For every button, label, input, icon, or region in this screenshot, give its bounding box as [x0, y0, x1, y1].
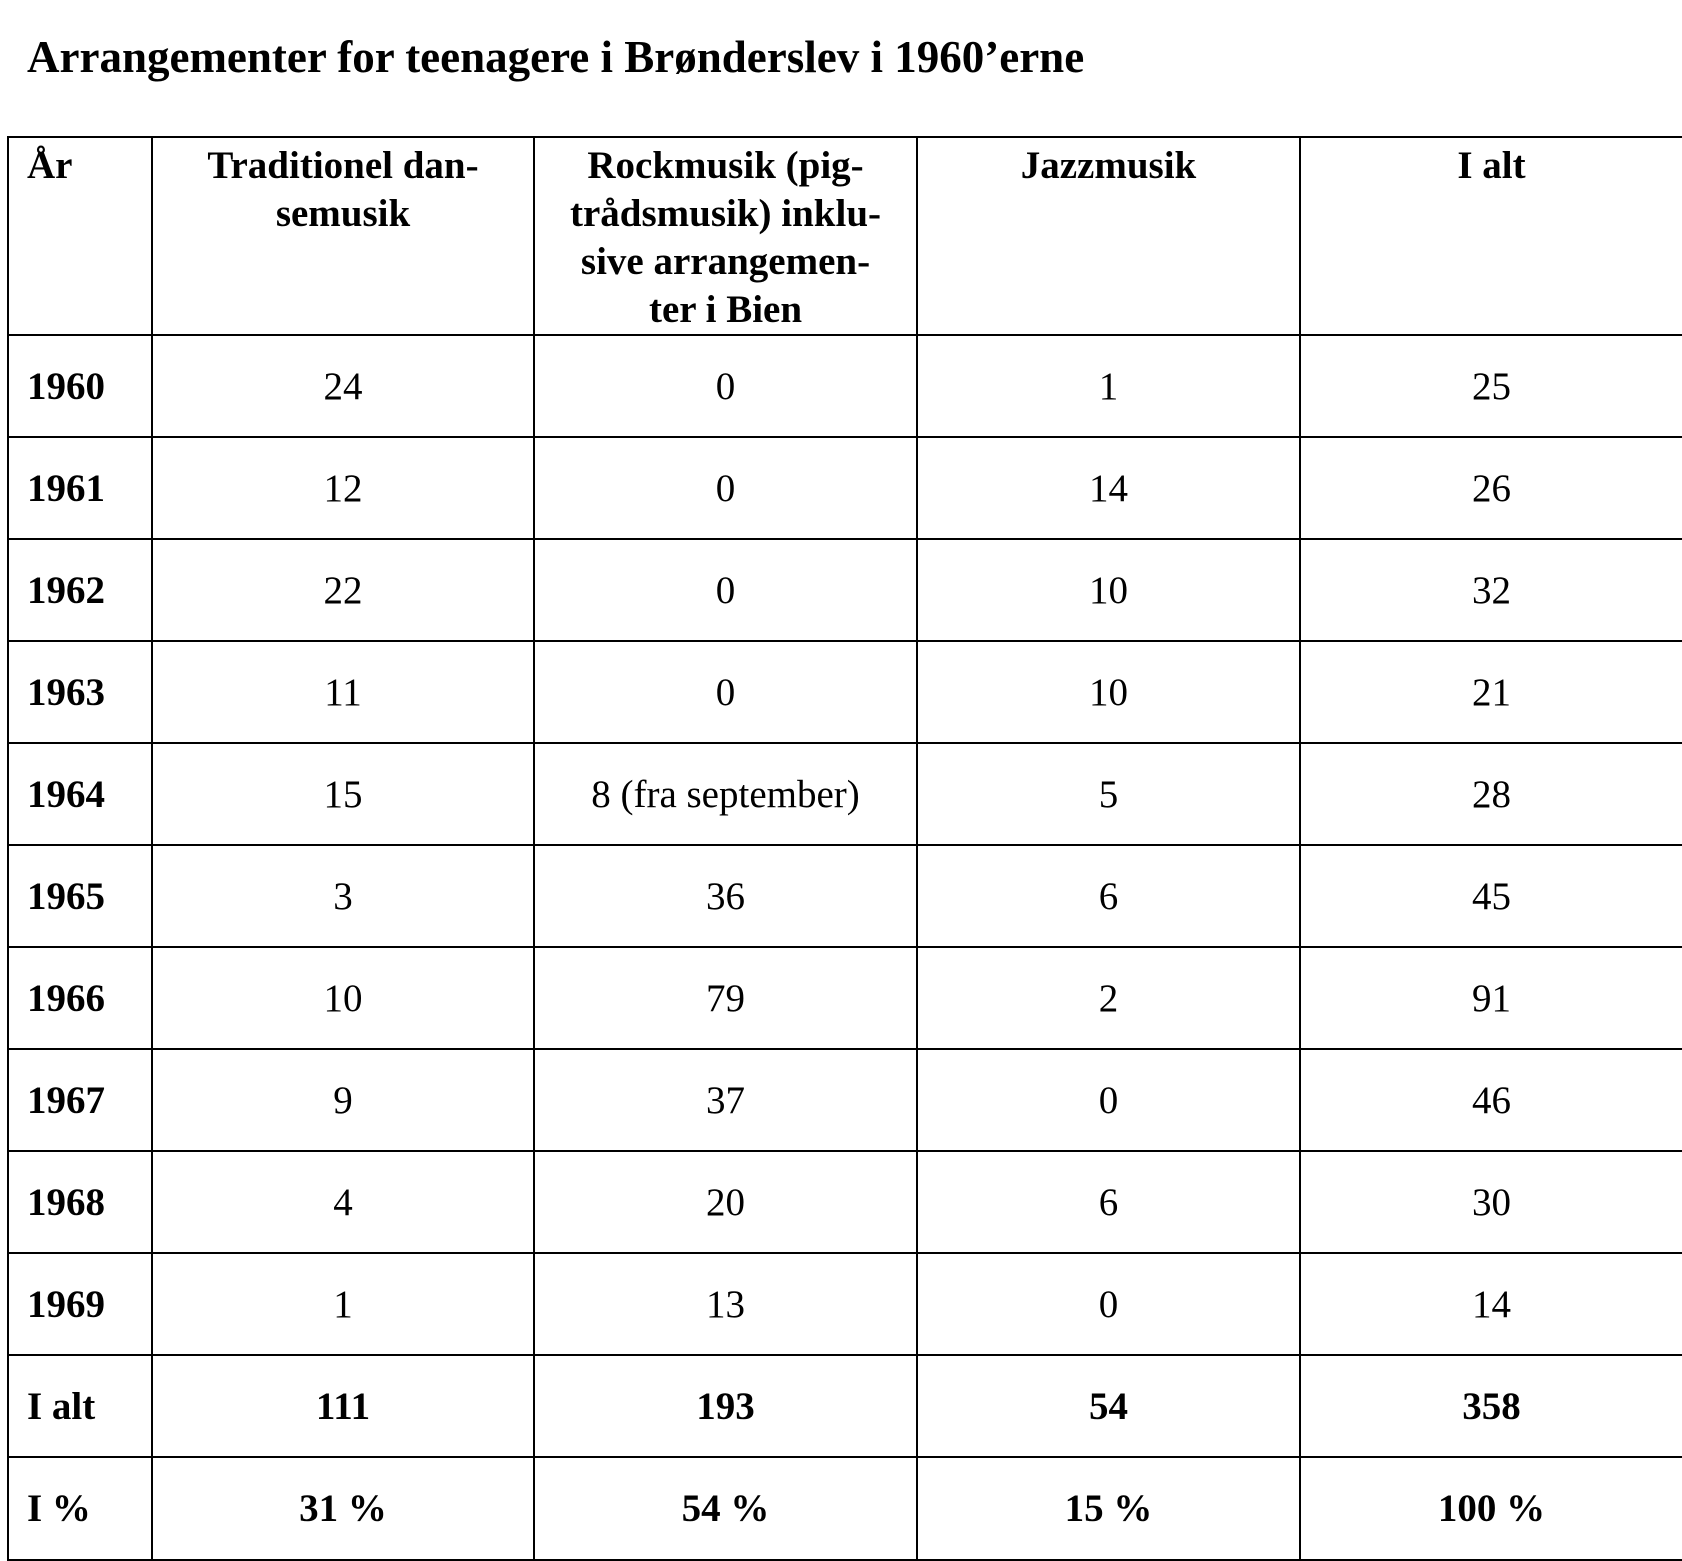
- percent-row: [8, 1457, 1682, 1560]
- row-year-cell: 1960: [8, 335, 152, 437]
- table-cell: 8 (fra september): [534, 743, 917, 845]
- total-cell: 111: [152, 1355, 534, 1457]
- row-year-cell: 1961: [8, 437, 152, 539]
- table-cell: 12: [152, 437, 534, 539]
- table-cell: 1: [917, 335, 1300, 437]
- events-table: [7, 136, 1682, 1561]
- header-rock-music: Rockmusik (pig- trådsmusik) inklu- sive arrangemen- ter i Bien: [534, 137, 917, 335]
- table-cell: 6: [917, 1151, 1300, 1253]
- table-cell: 6: [917, 845, 1300, 947]
- table-cell: 30: [1300, 1151, 1682, 1253]
- table-cell: 21: [1300, 641, 1682, 743]
- total-row: [8, 1355, 1682, 1457]
- table-cell: 9: [152, 1049, 534, 1151]
- table-row: [8, 947, 1682, 1049]
- table-cell: 22: [152, 539, 534, 641]
- table-cell: 20: [534, 1151, 917, 1253]
- table-row: [8, 845, 1682, 947]
- table-cell: 10: [152, 947, 534, 1049]
- header-year: År: [8, 137, 152, 335]
- table-cell: 14: [1300, 1253, 1682, 1355]
- table-cell: 45: [1300, 845, 1682, 947]
- table-cell: 0: [534, 335, 917, 437]
- table-cell: 1: [152, 1253, 534, 1355]
- table-cell: 0: [917, 1253, 1300, 1355]
- table-cell: 37: [534, 1049, 917, 1151]
- table-cell: 4: [152, 1151, 534, 1253]
- table-cell: 3: [152, 845, 534, 947]
- total-cell: 193: [534, 1355, 917, 1457]
- table-cell: 0: [534, 641, 917, 743]
- table-cell: 11: [152, 641, 534, 743]
- row-year-cell: 1968: [8, 1151, 152, 1253]
- header-jazz-music: Jazzmusik: [917, 137, 1300, 335]
- table-cell: 15: [152, 743, 534, 845]
- percent-cell: 31 %: [152, 1457, 534, 1560]
- total-label-cell: I alt: [8, 1355, 152, 1457]
- header-total: I alt: [1300, 137, 1682, 335]
- table-row: [8, 1151, 1682, 1253]
- table-cell: 91: [1300, 947, 1682, 1049]
- table-row: [8, 437, 1682, 539]
- row-year-cell: 1963: [8, 641, 152, 743]
- table-cell: 10: [917, 641, 1300, 743]
- row-year-cell: 1967: [8, 1049, 152, 1151]
- percent-label-cell: I %: [8, 1457, 152, 1560]
- row-year-cell: 1965: [8, 845, 152, 947]
- table-cell: 10: [917, 539, 1300, 641]
- total-cell: 54: [917, 1355, 1300, 1457]
- table-cell: 46: [1300, 1049, 1682, 1151]
- document-title: Arrangementer for teenagere i Brønderslev i 1960’erne: [27, 32, 1085, 82]
- table-row: [8, 743, 1682, 845]
- table-row: [8, 335, 1682, 437]
- table-row: [8, 539, 1682, 641]
- percent-cell: 100 %: [1300, 1457, 1682, 1560]
- percent-cell: 15 %: [917, 1457, 1300, 1560]
- table-row: [8, 1253, 1682, 1355]
- table-cell: 32: [1300, 539, 1682, 641]
- table-cell: 14: [917, 437, 1300, 539]
- header-traditional-dance-music: Traditionel dan- semusik: [152, 137, 534, 335]
- table-cell: 25: [1300, 335, 1682, 437]
- table-cell: 0: [917, 1049, 1300, 1151]
- table-cell: 2: [917, 947, 1300, 1049]
- table-cell: 13: [534, 1253, 917, 1355]
- table-cell: 26: [1300, 437, 1682, 539]
- table-row: [8, 1049, 1682, 1151]
- table-cell: 28: [1300, 743, 1682, 845]
- table-cell: 24: [152, 335, 534, 437]
- row-year-cell: 1966: [8, 947, 152, 1049]
- row-year-cell: 1964: [8, 743, 152, 845]
- table-cell: 5: [917, 743, 1300, 845]
- table-row: [8, 641, 1682, 743]
- table-header-row: [8, 137, 1682, 335]
- percent-cell: 54 %: [534, 1457, 917, 1560]
- row-year-cell: 1969: [8, 1253, 152, 1355]
- table-cell: 0: [534, 437, 917, 539]
- total-cell: 358: [1300, 1355, 1682, 1457]
- table-cell: 0: [534, 539, 917, 641]
- row-year-cell: 1962: [8, 539, 152, 641]
- table-cell: 79: [534, 947, 917, 1049]
- table-cell: 36: [534, 845, 917, 947]
